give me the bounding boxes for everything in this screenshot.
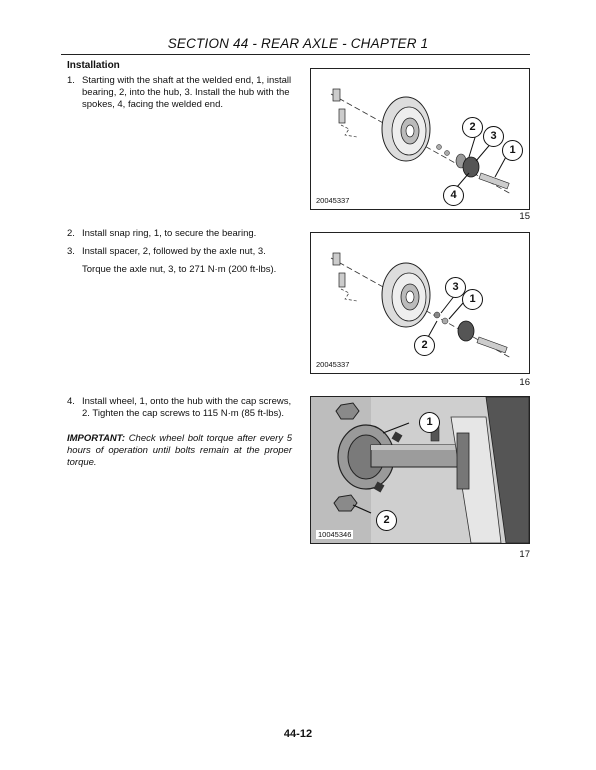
installation-heading: Installation — [67, 60, 120, 71]
callout-3: 3 — [445, 277, 466, 298]
figure-17 — [310, 396, 530, 544]
callout-2: 2 — [414, 335, 435, 356]
step-number: 1. — [67, 75, 75, 86]
figure-number: 17 — [519, 549, 530, 560]
figure-number: 15 — [519, 211, 530, 222]
important-note — [67, 433, 292, 470]
callout-2: 2 — [462, 117, 483, 138]
step-2 — [67, 228, 292, 240]
step-text: Install wheel, 1, onto the hub with the cap screws, 2. Tighten the cap screws to 115 N·m (85 ft-lbs). — [82, 396, 292, 420]
torque-note: Torque the axle nut, 3, to 271 N·m (200 ft-lbs). — [82, 264, 277, 275]
figure-id: 20045337 — [316, 360, 350, 369]
callout-1: 1 — [462, 289, 483, 310]
callout-1: 1 — [502, 140, 523, 161]
header-rule — [61, 54, 530, 55]
figure-16 — [310, 232, 530, 374]
page-number: 44-12 — [283, 728, 313, 740]
figure-number: 16 — [519, 377, 530, 388]
callout-3: 3 — [483, 126, 504, 147]
step-1 — [67, 75, 292, 112]
important-text: Check wheel bolt torque after every 5 hours of operation until bolts remain at the proper torque. — [67, 433, 292, 469]
step-text: Starting with the shaft at the welded end, 1, install bearing, 2, into the hub, 3. Install the hub with the spokes, 4, facing the welded end. — [82, 75, 292, 111]
step-number: 3. — [67, 246, 75, 257]
step-number: 2. — [67, 228, 75, 239]
callout-2: 2 — [376, 510, 397, 531]
step-3 — [67, 246, 292, 258]
step-text: Install spacer, 2, followed by the axle nut, 3. — [82, 246, 266, 257]
figure-id: 10045346 — [318, 530, 352, 539]
important-label: IMPORTANT: — [67, 433, 126, 444]
figure-15 — [310, 68, 530, 210]
page-header: SECTION 44 - REAR AXLE - CHAPTER 1 — [167, 36, 429, 51]
callout-1: 1 — [419, 412, 440, 433]
figure-id: 20045337 — [316, 196, 350, 205]
step-number: 4. — [67, 396, 75, 407]
step-text: Install snap ring, 1, to secure the bearing. — [82, 228, 257, 239]
step-4 — [67, 396, 292, 420]
callout-4: 4 — [443, 185, 464, 206]
